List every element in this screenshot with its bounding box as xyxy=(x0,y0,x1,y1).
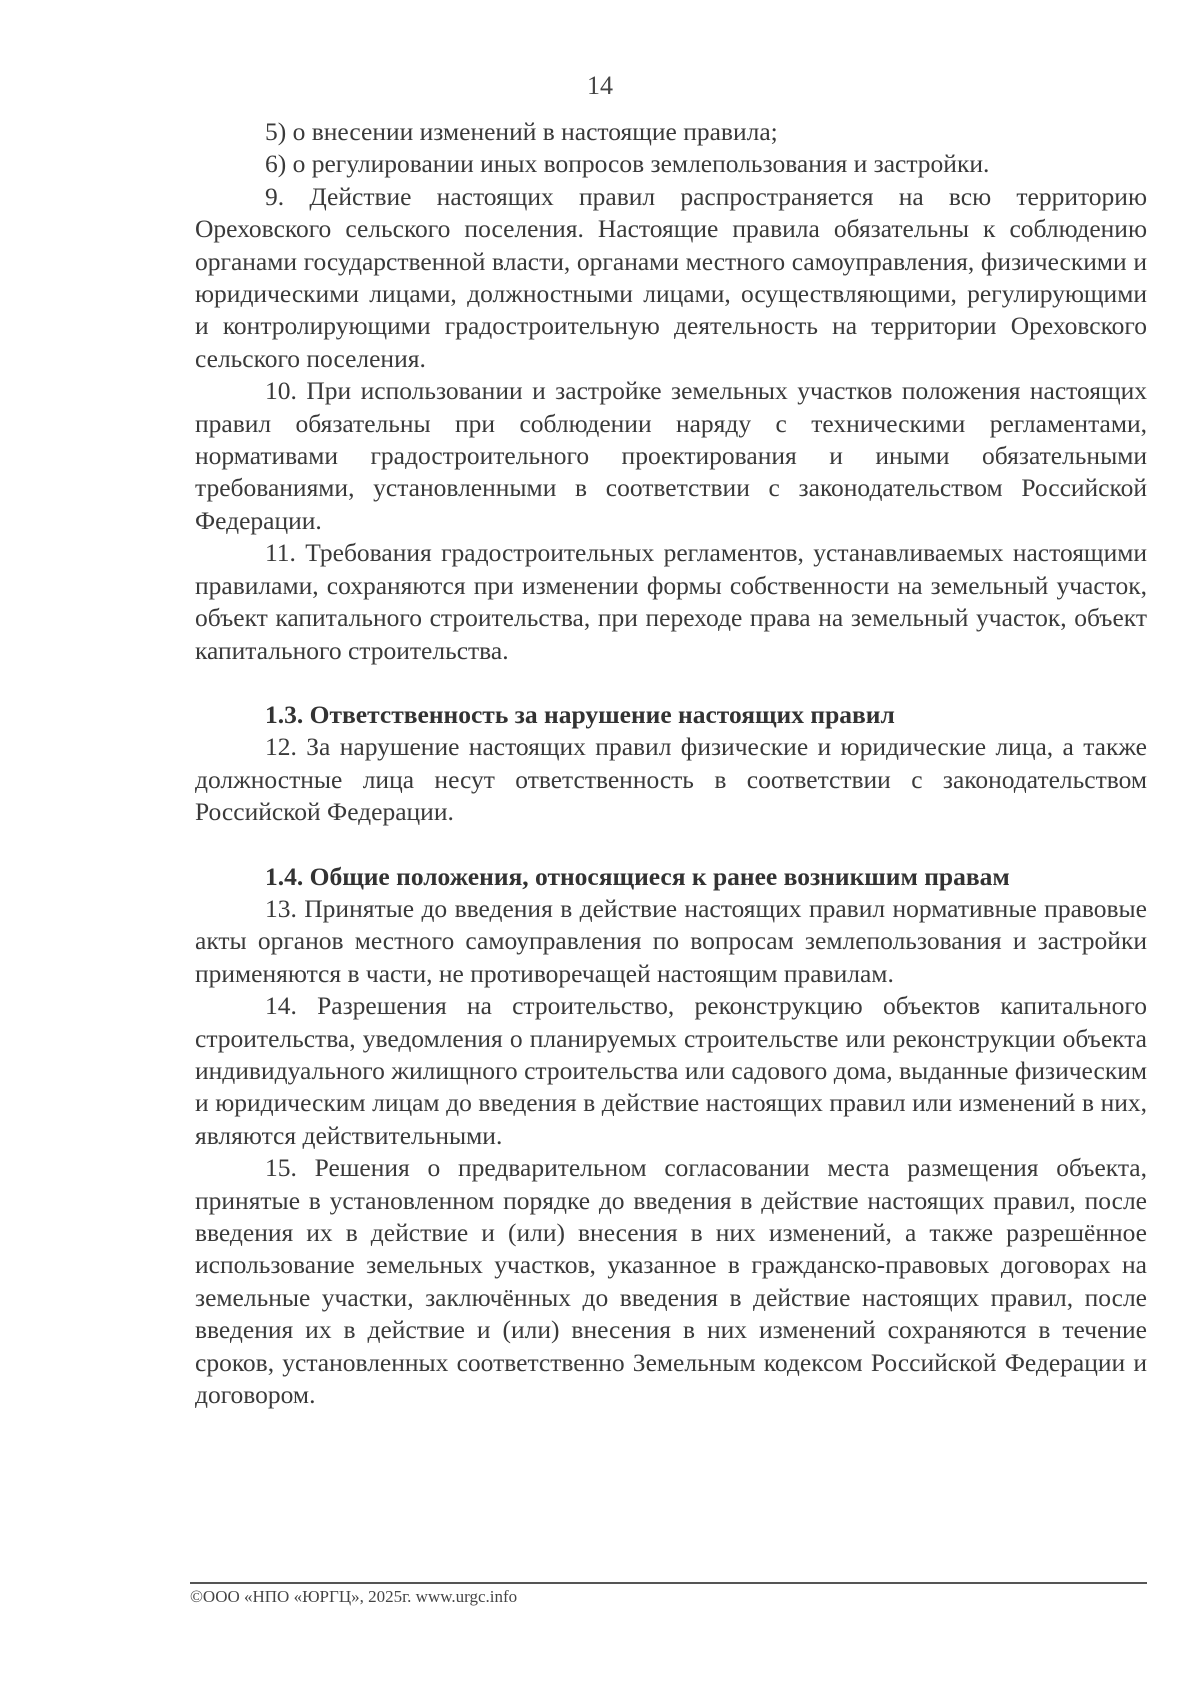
paragraph-13: 13. Принятые до введения в действие настоящих правил нормативные правовые акты органов местного самоуправления по вопросам землепользования и застройки применяются в части, не противоречащей настоящим правилам. xyxy=(195,893,1147,988)
footer-copyright: ©ООО «НПО «ЮРГЦ», 2025г. www.urgc.info xyxy=(190,1587,518,1606)
paragraph-12: 12. За нарушение настоящих правил физические и юридические лица, а также должностные лица несут ответственность в соответствии с законодательством Российской Федерации. xyxy=(195,732,1147,827)
paragraph-15: 15. Решения о предварительном согласовании места размещения объекта, принятые в установленном порядке до введения в действие настоящих правил, после введения их в действие и (или) внесения в них изменений, а также разрешённое использование земельных участков, указанное в гражданско-правовых договорах на земельные участки, заключённых до введения в действие настоящих правил, после введения их в действие и (или) внесения в них изменений сохраняются в течение сроков, установленных соответственно Земельным кодексом Российской Федерации и договором. xyxy=(195,1153,1147,1410)
section-heading-1-4: 1.4. Общие положения, относящиеся к ранее возникшим правам xyxy=(265,861,1010,891)
section-gap xyxy=(195,829,1147,861)
footer-divider xyxy=(190,1582,1147,1584)
paragraph-9: 9. Действие настоящих правил распространяется на всю территорию Ореховского сельского поселения. Настоящие правила обязательны к соблюдению органами государственной власти, органами местного самоуправления, физическими и юридическими лицами, должностными лицами, осуществляющими, регулирующими и контролирующими градостроительную деятельность на территории Ореховского сельского поселения. xyxy=(195,181,1147,373)
list-item-6: 6) о регулировании иных вопросов землепользования и застройки. xyxy=(265,149,990,179)
section-gap xyxy=(195,667,1147,699)
document-body xyxy=(195,116,1147,1411)
section-heading-1-3: 1.3. Ответственность за нарушение настоящих правил xyxy=(265,699,895,729)
paragraph-10: 10. При использовании и застройке земельных участков положения настоящих правил обязательны при соблюдении наряду с техническими регламентами, нормативами градостроительного проектирования и иными обязательными требованиями, установленными в соответствии с законодательством Российской Федерации. xyxy=(195,376,1147,535)
list-item-5: 5) о внесении изменений в настоящие правила; xyxy=(265,117,778,146)
page-number: 14 xyxy=(587,71,613,100)
paragraph-14: 14. Разрешения на строительство, реконструкцию объектов капитального строительства, уведомления о планируемых строительстве или реконструкции объекта индивидуального жилищного строительства или садового дома, выданные физическим и юридическим лицам до введения в действие настоящих правил или изменений в них, являются действительными. xyxy=(195,991,1147,1150)
paragraph-11: 11. Требования градостроительных регламентов, устанавливаемых настоящими правилами, сохраняются при изменении формы собственности на земельный участок, объект капитального строительства, при переходе права на земельный участок, объект капитального строительства. xyxy=(195,538,1147,665)
